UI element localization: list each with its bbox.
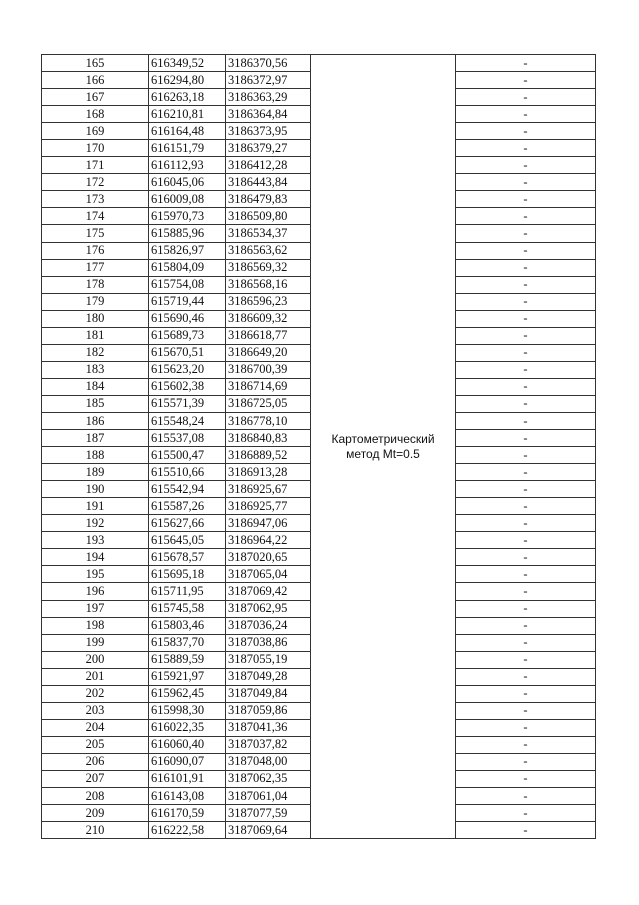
point-number-cell: 195: [42, 566, 149, 583]
y-coordinate-cell: 3186363,29: [226, 89, 311, 106]
method-cell: [311, 55, 456, 839]
y-coordinate-cell: 3186714,69: [226, 378, 311, 395]
point-number-cell: 181: [42, 327, 149, 344]
point-number-cell: 171: [42, 157, 149, 174]
x-coordinate-cell: 615962,45: [149, 685, 226, 702]
empty-value-cell: -: [456, 344, 596, 361]
empty-value-cell: -: [456, 753, 596, 770]
x-coordinate-cell: 615627,66: [149, 515, 226, 532]
x-coordinate-cell: 615885,96: [149, 225, 226, 242]
y-coordinate-cell: 3187041,36: [226, 719, 311, 736]
y-coordinate-cell: 3186725,05: [226, 395, 311, 412]
empty-value-cell: -: [456, 123, 596, 140]
point-number-cell: 175: [42, 225, 149, 242]
point-number-cell: 169: [42, 123, 149, 140]
x-coordinate-cell: 616222,58: [149, 822, 226, 839]
x-coordinate-cell: 616112,93: [149, 157, 226, 174]
point-number-cell: 193: [42, 532, 149, 549]
point-number-cell: 165: [42, 55, 149, 72]
point-number-cell: 166: [42, 72, 149, 89]
y-coordinate-cell: 3187069,42: [226, 583, 311, 600]
empty-value-cell: -: [456, 310, 596, 327]
x-coordinate-cell: 615826,97: [149, 242, 226, 259]
empty-value-cell: -: [456, 55, 596, 72]
y-coordinate-cell: 3186596,23: [226, 293, 311, 310]
x-coordinate-cell: 615571,39: [149, 395, 226, 412]
empty-value-cell: -: [456, 293, 596, 310]
empty-value-cell: -: [456, 719, 596, 736]
x-coordinate-cell: 615719,44: [149, 293, 226, 310]
empty-value-cell: -: [456, 327, 596, 344]
point-number-cell: 190: [42, 481, 149, 498]
point-number-cell: 182: [42, 344, 149, 361]
empty-value-cell: -: [456, 634, 596, 651]
empty-value-cell: -: [456, 532, 596, 549]
y-coordinate-cell: 3187069,64: [226, 822, 311, 839]
point-number-cell: 206: [42, 753, 149, 770]
empty-value-cell: -: [456, 770, 596, 787]
point-number-cell: 197: [42, 600, 149, 617]
x-coordinate-cell: 615670,51: [149, 344, 226, 361]
y-coordinate-cell: 3187077,59: [226, 805, 311, 822]
empty-value-cell: -: [456, 242, 596, 259]
method-label-line1: Картометрический: [331, 431, 435, 446]
x-coordinate-cell: 615998,30: [149, 702, 226, 719]
y-coordinate-cell: 3186364,84: [226, 106, 311, 123]
point-number-cell: 207: [42, 770, 149, 787]
x-coordinate-cell: 616060,40: [149, 736, 226, 753]
x-coordinate-cell: 615623,20: [149, 361, 226, 378]
point-number-cell: 186: [42, 412, 149, 429]
y-coordinate-cell: 3186618,77: [226, 327, 311, 344]
empty-value-cell: -: [456, 412, 596, 429]
empty-value-cell: -: [456, 515, 596, 532]
x-coordinate-cell: 615645,05: [149, 532, 226, 549]
y-coordinate-cell: 3187061,04: [226, 788, 311, 805]
y-coordinate-cell: 3186649,20: [226, 344, 311, 361]
x-coordinate-cell: 615803,46: [149, 617, 226, 634]
y-coordinate-cell: 3187049,28: [226, 668, 311, 685]
x-coordinate-cell: 615678,57: [149, 549, 226, 566]
x-coordinate-cell: 616349,52: [149, 55, 226, 72]
point-number-cell: 209: [42, 805, 149, 822]
x-coordinate-cell: 615542,94: [149, 481, 226, 498]
y-coordinate-cell: 3186947,06: [226, 515, 311, 532]
y-coordinate-cell: 3187065,04: [226, 566, 311, 583]
point-number-cell: 200: [42, 651, 149, 668]
empty-value-cell: -: [456, 788, 596, 805]
x-coordinate-cell: 616210,81: [149, 106, 226, 123]
point-number-cell: 189: [42, 464, 149, 481]
x-coordinate-cell: 615970,73: [149, 208, 226, 225]
x-coordinate-cell: 616263,18: [149, 89, 226, 106]
empty-value-cell: -: [456, 89, 596, 106]
y-coordinate-cell: 3186913,28: [226, 464, 311, 481]
x-coordinate-cell: 615510,66: [149, 464, 226, 481]
x-coordinate-cell: 615548,24: [149, 412, 226, 429]
x-coordinate-cell: 616022,35: [149, 719, 226, 736]
empty-value-cell: -: [456, 361, 596, 378]
y-coordinate-cell: 3186563,62: [226, 242, 311, 259]
empty-value-cell: -: [456, 481, 596, 498]
x-coordinate-cell: 615921,97: [149, 668, 226, 685]
empty-value-cell: -: [456, 140, 596, 157]
point-number-cell: 168: [42, 106, 149, 123]
coordinates-table-body: [42, 55, 596, 839]
empty-value-cell: -: [456, 583, 596, 600]
x-coordinate-cell: 615889,59: [149, 651, 226, 668]
point-number-cell: 194: [42, 549, 149, 566]
empty-value-cell: -: [456, 617, 596, 634]
x-coordinate-cell: 615689,73: [149, 327, 226, 344]
empty-value-cell: -: [456, 259, 596, 276]
empty-value-cell: -: [456, 736, 596, 753]
point-number-cell: 199: [42, 634, 149, 651]
empty-value-cell: -: [456, 498, 596, 515]
point-number-cell: 192: [42, 515, 149, 532]
x-coordinate-cell: 616151,79: [149, 140, 226, 157]
point-number-cell: 173: [42, 191, 149, 208]
point-number-cell: 187: [42, 430, 149, 447]
empty-value-cell: -: [456, 191, 596, 208]
point-number-cell: 188: [42, 447, 149, 464]
empty-value-cell: -: [456, 668, 596, 685]
empty-value-cell: -: [456, 208, 596, 225]
y-coordinate-cell: 3186372,97: [226, 72, 311, 89]
x-coordinate-cell: 615804,09: [149, 259, 226, 276]
y-coordinate-cell: 3187049,84: [226, 685, 311, 702]
point-number-cell: 172: [42, 174, 149, 191]
empty-value-cell: -: [456, 566, 596, 583]
y-coordinate-cell: 3186370,56: [226, 55, 311, 72]
empty-value-cell: -: [456, 157, 596, 174]
empty-value-cell: -: [456, 464, 596, 481]
empty-value-cell: -: [456, 276, 596, 293]
y-coordinate-cell: 3186889,52: [226, 447, 311, 464]
y-coordinate-cell: 3186479,83: [226, 191, 311, 208]
empty-value-cell: -: [456, 702, 596, 719]
empty-value-cell: -: [456, 822, 596, 839]
point-number-cell: 184: [42, 378, 149, 395]
y-coordinate-cell: 3187036,24: [226, 617, 311, 634]
method-label-line2: метод Mt=0.5: [346, 446, 420, 461]
point-number-cell: 208: [42, 788, 149, 805]
y-coordinate-cell: 3187062,95: [226, 600, 311, 617]
y-coordinate-cell: 3186373,95: [226, 123, 311, 140]
y-coordinate-cell: 3186412,28: [226, 157, 311, 174]
y-coordinate-cell: 3186840,83: [226, 430, 311, 447]
point-number-cell: 205: [42, 736, 149, 753]
y-coordinate-cell: 3186925,77: [226, 498, 311, 515]
x-coordinate-cell: 615537,08: [149, 430, 226, 447]
empty-value-cell: -: [456, 106, 596, 123]
x-coordinate-cell: 616101,91: [149, 770, 226, 787]
point-number-cell: 203: [42, 702, 149, 719]
point-number-cell: 176: [42, 242, 149, 259]
point-number-cell: 179: [42, 293, 149, 310]
x-coordinate-cell: 616294,80: [149, 72, 226, 89]
y-coordinate-cell: 3186569,32: [226, 259, 311, 276]
empty-value-cell: -: [456, 174, 596, 191]
y-coordinate-cell: 3187038,86: [226, 634, 311, 651]
y-coordinate-cell: 3187037,82: [226, 736, 311, 753]
empty-value-cell: -: [456, 651, 596, 668]
point-number-cell: 185: [42, 395, 149, 412]
point-number-cell: 167: [42, 89, 149, 106]
y-coordinate-cell: 3186509,80: [226, 208, 311, 225]
y-coordinate-cell: 3186379,27: [226, 140, 311, 157]
y-coordinate-cell: 3186925,67: [226, 481, 311, 498]
point-number-cell: 191: [42, 498, 149, 515]
x-coordinate-cell: 615602,38: [149, 378, 226, 395]
empty-value-cell: -: [456, 378, 596, 395]
x-coordinate-cell: 616045,06: [149, 174, 226, 191]
empty-value-cell: -: [456, 600, 596, 617]
empty-value-cell: -: [456, 447, 596, 464]
y-coordinate-cell: 3186443,84: [226, 174, 311, 191]
x-coordinate-cell: 615500,47: [149, 447, 226, 464]
point-number-cell: 178: [42, 276, 149, 293]
x-coordinate-cell: 615695,18: [149, 566, 226, 583]
x-coordinate-cell: 615837,70: [149, 634, 226, 651]
point-number-cell: 196: [42, 583, 149, 600]
y-coordinate-cell: 3186568,16: [226, 276, 311, 293]
x-coordinate-cell: 615711,95: [149, 583, 226, 600]
point-number-cell: 210: [42, 822, 149, 839]
empty-value-cell: -: [456, 225, 596, 242]
point-number-cell: 180: [42, 310, 149, 327]
y-coordinate-cell: 3187059,86: [226, 702, 311, 719]
x-coordinate-cell: 615690,46: [149, 310, 226, 327]
empty-value-cell: -: [456, 685, 596, 702]
point-number-cell: 202: [42, 685, 149, 702]
point-number-cell: 198: [42, 617, 149, 634]
y-coordinate-cell: 3187055,19: [226, 651, 311, 668]
x-coordinate-cell: 616090,07: [149, 753, 226, 770]
y-coordinate-cell: 3186964,22: [226, 532, 311, 549]
y-coordinate-cell: 3187048,00: [226, 753, 311, 770]
point-number-cell: 177: [42, 259, 149, 276]
x-coordinate-cell: 616170,59: [149, 805, 226, 822]
point-number-cell: 183: [42, 361, 149, 378]
coordinates-table: [41, 54, 596, 839]
x-coordinate-cell: 616009,08: [149, 191, 226, 208]
point-number-cell: 174: [42, 208, 149, 225]
x-coordinate-cell: 616143,08: [149, 788, 226, 805]
y-coordinate-cell: 3186700,39: [226, 361, 311, 378]
y-coordinate-cell: 3186534,37: [226, 225, 311, 242]
empty-value-cell: -: [456, 549, 596, 566]
x-coordinate-cell: 615587,26: [149, 498, 226, 515]
x-coordinate-cell: 615754,08: [149, 276, 226, 293]
table-row: [42, 55, 596, 72]
point-number-cell: 170: [42, 140, 149, 157]
y-coordinate-cell: 3186778,10: [226, 412, 311, 429]
y-coordinate-cell: 3187020,65: [226, 549, 311, 566]
point-number-cell: 201: [42, 668, 149, 685]
x-coordinate-cell: 615745,58: [149, 600, 226, 617]
empty-value-cell: -: [456, 430, 596, 447]
empty-value-cell: -: [456, 805, 596, 822]
empty-value-cell: -: [456, 72, 596, 89]
y-coordinate-cell: 3187062,35: [226, 770, 311, 787]
x-coordinate-cell: 616164,48: [149, 123, 226, 140]
point-number-cell: 204: [42, 719, 149, 736]
empty-value-cell: -: [456, 395, 596, 412]
y-coordinate-cell: 3186609,32: [226, 310, 311, 327]
